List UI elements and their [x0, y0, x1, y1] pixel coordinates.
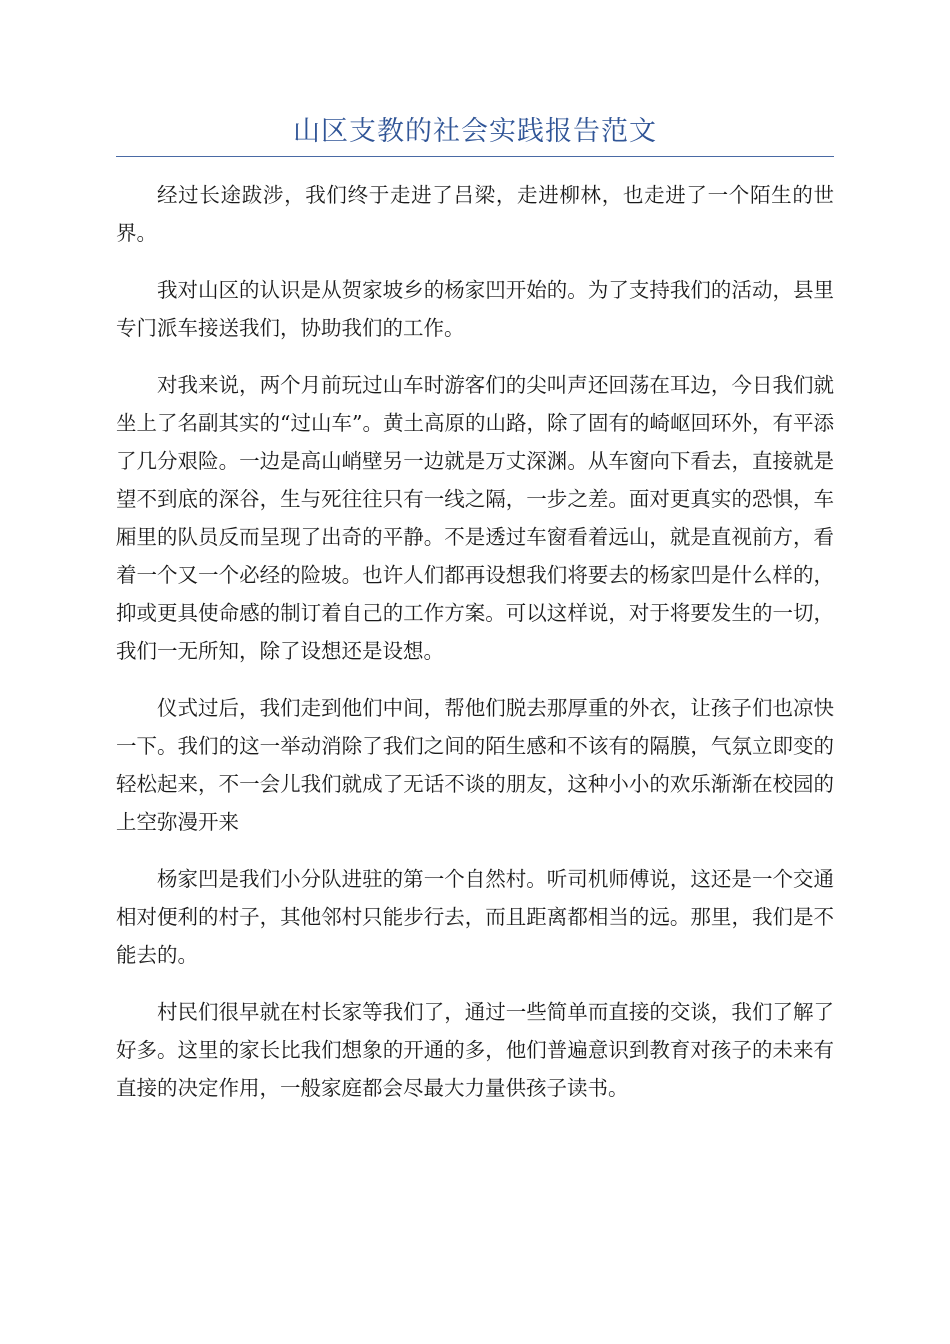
paragraph-2: 我对山区的认识是从贺家坡乡的杨家凹开始的。为了支持我们的活动，县里专门派车接送我们，协助我们的工作。 [116, 278, 834, 340]
paragraph-4: 仪式过后，我们走到他们中间，帮他们脱去那厚重的外衣，让孩子们也凉快一下。我们的这一举动消除了我们之间的陌生感和不该有的隔膜，气氛立即变的轻松起来，不一会儿我们就成了无话不谈的朋友，这种小小的欢乐渐渐在校园的上空弥漫开来 [116, 696, 834, 834]
title-block [116, 112, 834, 157]
document-body [116, 176, 834, 1126]
paragraph-5: 杨家凹是我们小分队进驻的第一个自然村。听司机师傅说，这还是一个交通相对便利的村子，其他邻村只能步行去，而且距离都相当的远。那里，我们是不能去的。 [116, 867, 834, 967]
paragraph-1: 经过长途跋涉，我们终于走进了吕梁，走进柳林，也走进了一个陌生的世界。 [116, 183, 834, 245]
paragraph-6: 村民们很早就在村长家等我们了，通过一些简单而直接的交谈，我们了解了好多。这里的家长比我们想象的开通的多，他们普遍意识到教育对孩子的未来有直接的决定作用，一般家庭都会尽最大力量供孩子读书。 [116, 1000, 834, 1100]
paragraph-3: 对我来说，两个月前玩过山车时游客们的尖叫声还回荡在耳边，今日我们就坐上了名副其实的“过山车”。黄土高原的山路，除了固有的崎岖回环外，有平添了几分艰险。一边是高山峭壁另一边就是万丈深渊。从车窗向下看去，直接就是望不到底的深谷，生与死往往只有一线之隔，一步之差。面对更真实的恐惧，车厢里的队员反而呈现了出奇的平静。不是透过车窗看着远山，就是直视前方，看着一个又一个必经的险坡。也许人们都再设想我们将要去的杨家凹是什么样的，抑或更具使命感的制订着自己的工作方案。可以这样说，对于将要发生的一切，我们一无所知，除了设想还是设想。 [116, 373, 834, 663]
document-title: 山区支教的社会实践报告范文 [293, 116, 657, 147]
